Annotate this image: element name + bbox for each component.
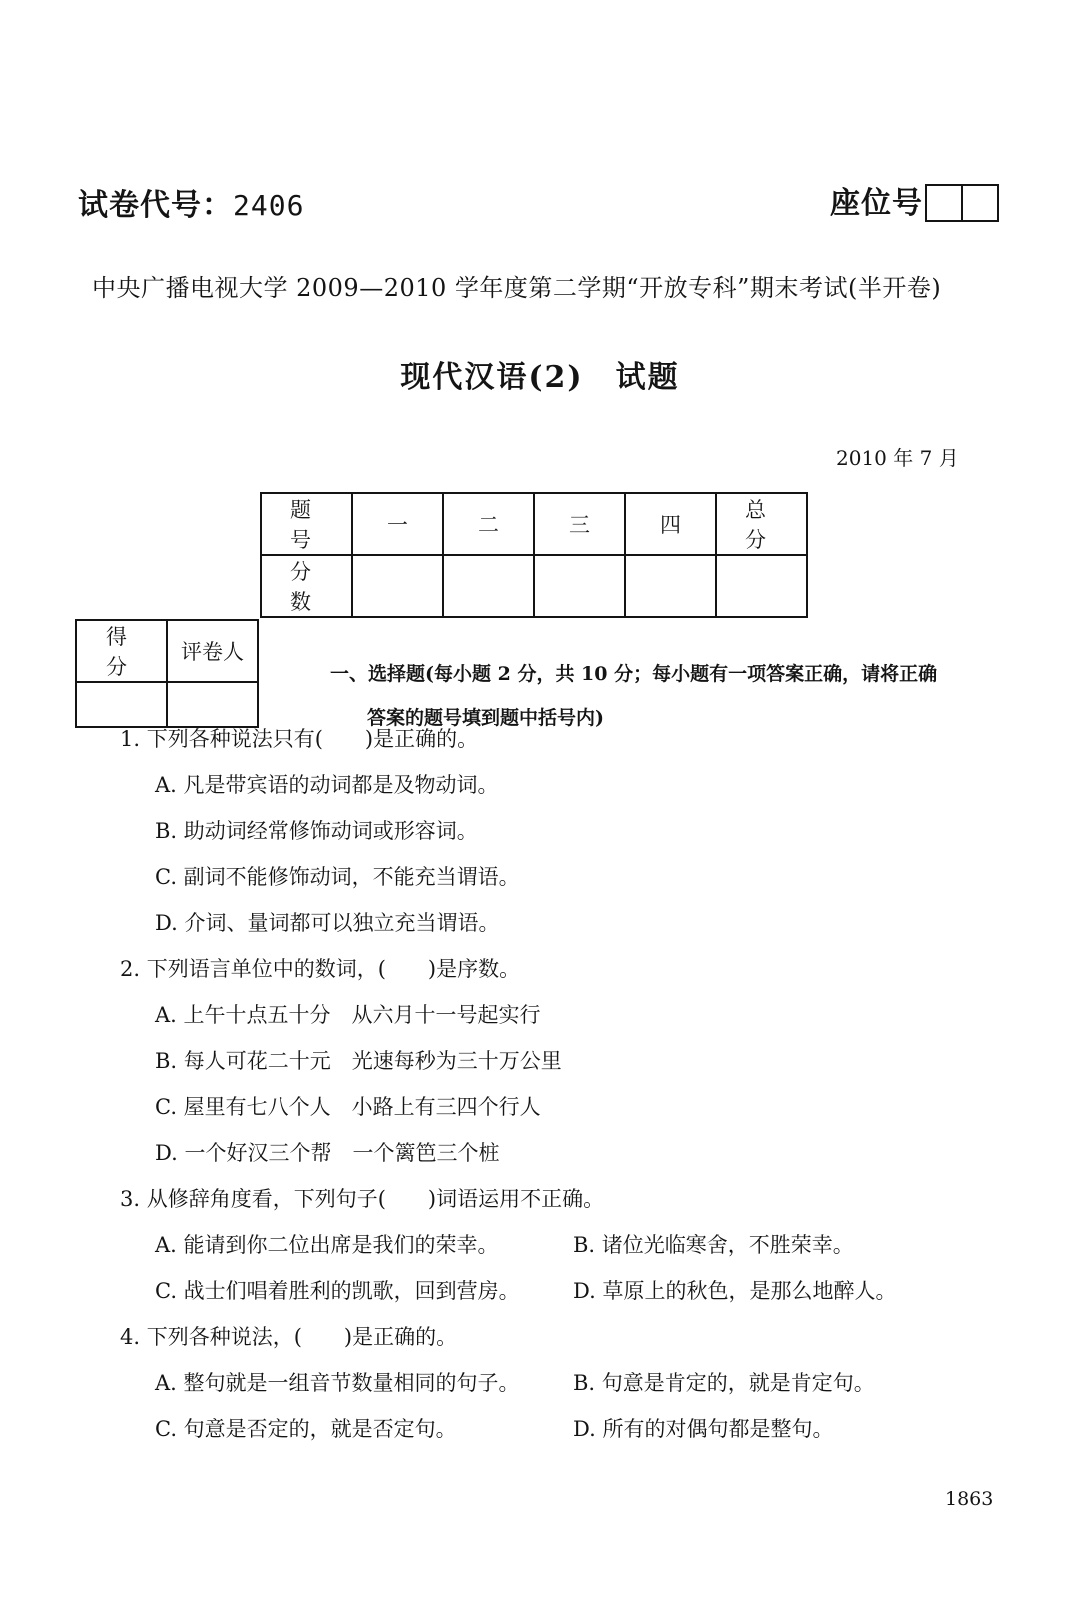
score-table-header-cell: 题 号 (261, 493, 352, 555)
exam-date: 2010 年 7 月 (836, 446, 959, 470)
question-stem: 2. 下列语言单位中的数词，( )是序数。 (120, 957, 521, 981)
score-table-header-cell: 总 分 (716, 493, 807, 555)
paper-code-value: 2406 (233, 189, 305, 222)
seat-number-box[interactable] (961, 186, 997, 220)
page-number: 1863 (945, 1488, 994, 1510)
grader-score-label: 得 分 (76, 620, 167, 682)
grader-score-cell[interactable] (76, 682, 167, 727)
question-option: C. 副词不能修饰动词，不能充当谓语。 (155, 865, 520, 889)
question-option: A. 能请到你二位出席是我们的荣幸。 (155, 1233, 499, 1257)
question-option: C. 战士们唱着胜利的凯歌，回到营房。 (155, 1279, 520, 1303)
question-option: C. 句意是否定的，就是否定句。 (155, 1417, 457, 1441)
score-table-row-label: 分 数 (261, 555, 352, 617)
seat-number-boxes (925, 184, 999, 222)
score-table-score-cell[interactable] (443, 555, 534, 617)
paper-code-label-text: 试卷代号： (78, 188, 233, 223)
score-table-header-cell: 三 (534, 493, 625, 555)
seat-number (830, 178, 999, 222)
question-option: B. 诸位光临寒舍，不胜荣幸。 (573, 1233, 854, 1257)
question-option: B. 每人可花二十元 光速每秒为三十万公里 (155, 1049, 562, 1073)
score-table-header-row (261, 493, 807, 555)
question-option: D. 一个好汉三个帮 一个篱笆三个桩 (155, 1141, 500, 1165)
section-title-line-1: 一、选择题(每小题 2 分，共 10 分；每小题有一项答案正确，请将正确 (330, 663, 938, 685)
score-table-score-cell[interactable] (352, 555, 443, 617)
score-table-score-cell[interactable] (716, 555, 807, 617)
question-option: D. 介词、量词都可以独立充当谓语。 (155, 911, 500, 935)
score-table-header-cell: 一 (352, 493, 443, 555)
score-table-header-cell: 四 (625, 493, 716, 555)
exam-header: 中央广播电视大学 2009—2010 学年度第二学期“开放专科”期末考试(半开卷) (92, 274, 942, 302)
question-option: A. 凡是带宾语的动词都是及物动词。 (155, 773, 499, 797)
question-option: B. 助动词经常修饰动词或形容词。 (155, 819, 478, 843)
score-table-score-cell[interactable] (534, 555, 625, 617)
grader-name-label: 评卷人 (167, 620, 258, 682)
grader-table-header-row (76, 620, 258, 682)
score-table-score-row (261, 555, 807, 617)
question-option: D. 所有的对偶句都是整句。 (573, 1417, 834, 1441)
question-stem: 1. 下列各种说法只有( )是正确的。 (120, 727, 479, 751)
question-option: B. 句意是肯定的，就是肯定句。 (573, 1371, 875, 1395)
question-option: D. 草原上的秋色，是那么地醉人。 (573, 1279, 897, 1303)
score-table-score-cell[interactable] (625, 555, 716, 617)
paper-code-label (78, 180, 304, 224)
section-title-line-2: 答案的题号填到题中括号内) (367, 707, 604, 729)
grader-name-cell[interactable] (167, 682, 258, 727)
question-option: C. 屋里有七八个人 小路上有三四个行人 (155, 1095, 541, 1119)
question-stem: 3. 从修辞角度看，下列句子( )词语运用不正确。 (120, 1187, 605, 1211)
grader-table-input-row (76, 682, 258, 727)
question-option: A. 上午十点五十分 从六月十一号起实行 (155, 1003, 541, 1027)
score-table-header-cell: 二 (443, 493, 534, 555)
seat-number-label: 座位号 (830, 186, 923, 221)
exam-title: 现代汉语(2) 试题 (400, 360, 680, 395)
grader-table (75, 619, 259, 728)
question-stem: 4. 下列各种说法，( )是正确的。 (120, 1325, 458, 1349)
question-option: A. 整句就是一组音节数量相同的句子。 (155, 1371, 520, 1395)
score-table (260, 492, 811, 618)
seat-number-box[interactable] (927, 186, 961, 220)
